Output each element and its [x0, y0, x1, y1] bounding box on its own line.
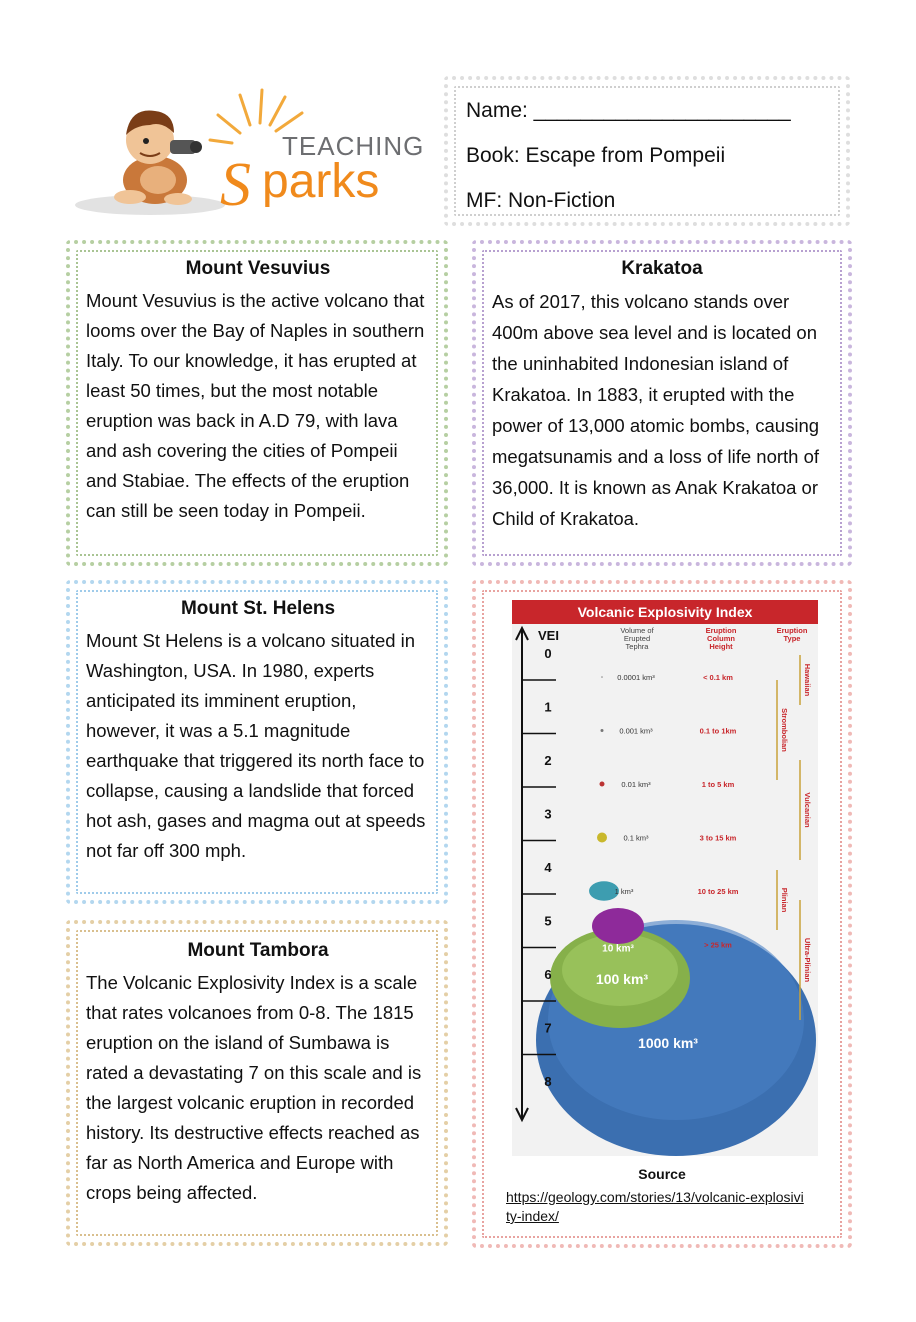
bubble-10km3 [592, 908, 644, 944]
vei-level-3: 3 [544, 806, 552, 822]
volume-label-4: 1 km³ [614, 887, 634, 896]
vei-level-4: 4 [544, 860, 552, 875]
vei-col-height: Eruption Column Height [705, 626, 737, 651]
card-st-helens [66, 580, 448, 904]
vei-level-1: 1 [544, 699, 552, 715]
svg-text:TEACHING: TEACHING [282, 131, 425, 161]
volume-label-3: 0.1 km³ [623, 833, 649, 843]
vei-col-volume: Volume of Erupted Tephra [620, 626, 654, 651]
vesuvius-title: Mount Vesuvius [185, 258, 331, 279]
vei-col-type: Eruption Type [776, 626, 808, 643]
type-label-2: Vulcanian [803, 792, 812, 828]
vei-chart [512, 600, 818, 1156]
volume-label-0: 0.0001 km³ [617, 673, 655, 682]
card-tambora [66, 920, 448, 1246]
krakatoa-title: Krakatoa [621, 258, 703, 279]
vei-title: Volcanic Explosivity Index [577, 604, 753, 620]
height-label-5: > 25 km [704, 940, 732, 950]
vei-col-vei: VEI [538, 628, 559, 643]
height-label-0: < 0.1 km [703, 673, 733, 682]
svg-text:parks: parks [262, 155, 380, 208]
type-label-4: Ultra-Plinian [803, 937, 812, 983]
card-vei-chart [472, 580, 852, 1248]
volume-dot-0 [601, 676, 603, 678]
volume-dot-2 [600, 782, 605, 787]
vei-level-2: 2 [544, 753, 552, 768]
height-label-1: 0.1 to 1km [699, 726, 737, 736]
vei-level-6: 6 [544, 967, 552, 982]
vei-level-0: 0 [544, 646, 552, 661]
book-label: Book: Escape from Pompeii [466, 144, 726, 167]
label-100km3: 100 km³ [595, 971, 649, 987]
type-label-3: Plinian [780, 887, 789, 913]
volume-label-5: 10 km³ [602, 943, 634, 955]
svg-text:S: S [220, 151, 251, 219]
tambora-text: The Volcanic Explosivity Index is a scale that rates volcanoes from 0-8. The 1815 eruption on the island of Sumbawa is rated a devastating 7 on this scale and is the largest volcanic eruption in recorded history. Its destructive effects reached as far as North America and Europe with crops being affected. [86, 972, 422, 1203]
volume-label-2: 0.01 km³ [621, 780, 651, 789]
vei-level-5: 5 [544, 913, 552, 929]
height-label-2: 1 to 5 km [701, 780, 735, 789]
height-label-4: 10 to 25 km [697, 887, 739, 896]
type-label-0: Hawaiian [803, 663, 812, 697]
source-link[interactable]: https://geology.com/stories/13/volcanic-explosivity-index/ [506, 1189, 804, 1224]
card-vesuvius [66, 240, 448, 566]
tambora-title: Mount Tambora [187, 940, 329, 961]
vesuvius-text: Mount Vesuvius is the active volcano that looms over the Bay of Naples in southern Italy. To our knowledge, it has erupted at least 50 times, but the most notable eruption was back in A.D 79, with lava and ash covering the cities of Pompeii and Stabiae. The effects of the eruption can still be seen today in Pompeii. [86, 290, 425, 521]
teaching-sparks-logo [70, 85, 435, 225]
source-title: Source [638, 1166, 686, 1182]
volume-dot-1 [601, 729, 604, 732]
mf-label: MF: Non-Fiction [466, 189, 616, 212]
card-krakatoa [472, 240, 852, 566]
label-1000km3: 1000 km³ [638, 1035, 698, 1051]
st-helens-title: Mount St. Helens [180, 598, 336, 619]
caveman-logo-icon [70, 85, 435, 225]
st-helens-text: Mount St Helens is a volcano situated in Washington, USA. In 1980, experts anticipated its imminent eruption, however, it was a 5.1 magnitude earthquake that triggered its north face to collapse, causing a landslide that forced hot ash, gases and magma out at speeds not far off 300 mph. [86, 630, 426, 861]
height-label-3: 3 to 15 km [699, 833, 737, 843]
vei-level-8: 8 [544, 1074, 552, 1089]
volume-label-1: 0.001 km³ [619, 726, 653, 736]
type-label-1: Strombolian [780, 708, 789, 752]
student-info-box [444, 76, 850, 226]
name-field-label[interactable]: Name: ______________________ [466, 99, 791, 122]
krakatoa-text: As of 2017, this volcano stands over 400m above sea level and is located on the uninhabited Indonesian island of Krakatoa. In 1883, it erupted with the power of 13,000 atomic bombs, causing megatsunamis and a loss of life north of 36,000. It is known as Anak Krakatoa or Child of Krakatoa. [492, 291, 820, 529]
vei-level-7: 7 [544, 1020, 552, 1036]
volume-dot-3 [597, 833, 607, 843]
